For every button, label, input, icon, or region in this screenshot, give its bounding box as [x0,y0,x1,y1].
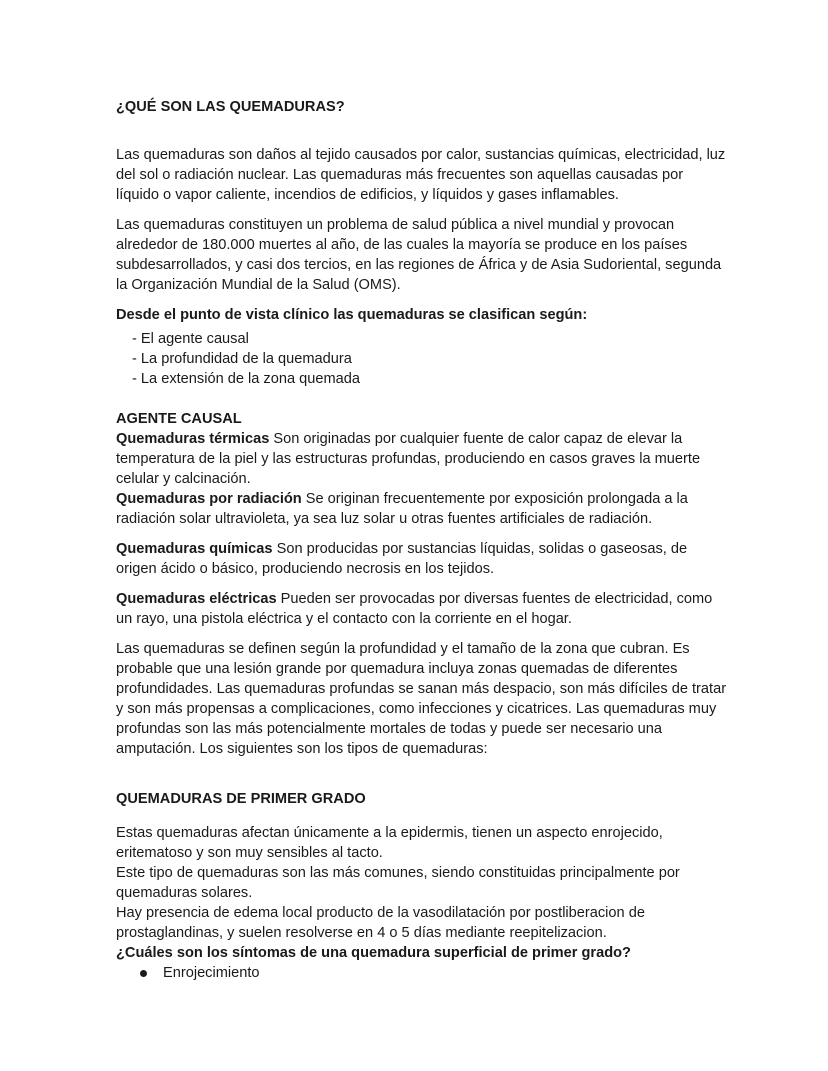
intro-paragraph-1: Las quemaduras son daños al tejido causados por calor, sustancias químicas, electricidad, luz del sol o radiación nuclear. Las quemaduras más frecuentes son aquellas causadas por líquido o vapor caliente, incendios de edificios, y líquidos y gases inflamables. [116,147,726,203]
primer-grado-heading: QUEMADURAS DE PRIMER GRADO [116,791,366,807]
agente-text: Pueden ser provocadas por diversas fuentes de electricidad, como un rayo, una pistola eléctrica y el contacto con la corriente en el hogar. [116,591,713,627]
list-item: - La profundidad de la quemadura [132,349,728,369]
agente-text: Son originadas por cualquier fuente de calor capaz de elevar la temperatura de la piel y las estructuras profundas, produciendo en casos graves la muerte celular y calcinación. [116,431,701,487]
list-item [140,963,728,983]
classification-list [132,329,728,389]
agente-quimicas [116,539,728,579]
sintomas-heading: ¿Cuáles son los síntomas de una quemadura superficial de primer grado? [116,945,631,961]
page-title: ¿QUÉ SON LAS QUEMADURAS? [116,99,345,115]
agente-label: Quemaduras térmicas [116,431,270,447]
agente-electricas [116,589,728,629]
list-item: - El agente causal [132,329,728,349]
bullet-icon [140,970,147,977]
agente-causal-heading: AGENTE CAUSAL [116,411,242,427]
primer-grado-line-3: Hay presencia de edema local producto de la vasodilatación por postliberacion de prostaglandinas, y suelen resolverse en 4 o 5 días mediante reepitelizacion. [116,905,645,941]
primer-grado-line-2: Este tipo de quemaduras son las más comunes, siendo constituidas principalmente por quemaduras solares. [116,865,680,901]
intro-paragraph-2: Las quemaduras constituyen un problema de salud pública a nivel mundial y provocan alrededor de 180.000 muertes al año, de las cuales la mayoría se produce en los países subdesarrollados, y casi dos tercios, en las regiones de África y de Asia Sudoriental, segunda la Organización Mundial de la Salud (OMS). [116,217,722,293]
agente-radiacion [116,489,728,529]
list-item: - La extensión de la zona quemada [132,369,728,389]
agente-label: Quemaduras eléctricas [116,591,277,607]
profundidad-paragraph: Las quemaduras se definen según la profundidad y el tamaño de la zona que cubran. Es probable que una lesión grande por quemadura incluya zonas quemadas de diferentes profundidades. Las quemaduras profundas se sanan más despacio, son más difíciles de tratar y son más propensas a complicaciones, como infecciones y cicatrices. Las quemaduras muy profundas son las más potencialmente mortales de todas y puede ser necesario una amputación. Los siguientes son los tipos de quemaduras: [116,641,727,757]
classification-heading: Desde el punto de vista clínico las quemaduras se clasifican según: [116,307,588,323]
primer-grado-line-1: Estas quemaduras afectan únicamente a la epidermis, tienen un aspecto enrojecido, eritematoso y son muy sensibles al tacto. [116,825,663,861]
list-item-label: Enrojecimiento [163,965,260,981]
agente-termicas [116,429,728,489]
agente-label: Quemaduras químicas [116,541,273,557]
agente-label: Quemaduras por radiación [116,491,302,507]
agente-text: Son producidas por sustancias líquidas, solidas o gaseosas, de origen ácido o básico, produciendo necrosis en los tejidos. [116,541,688,577]
sintomas-list [116,963,728,983]
agente-text: Se originan frecuentemente por exposición prolongada a la radiación solar ultravioleta, ya sea luz solar u otras fuentes artificiales de radiación. [116,491,688,527]
